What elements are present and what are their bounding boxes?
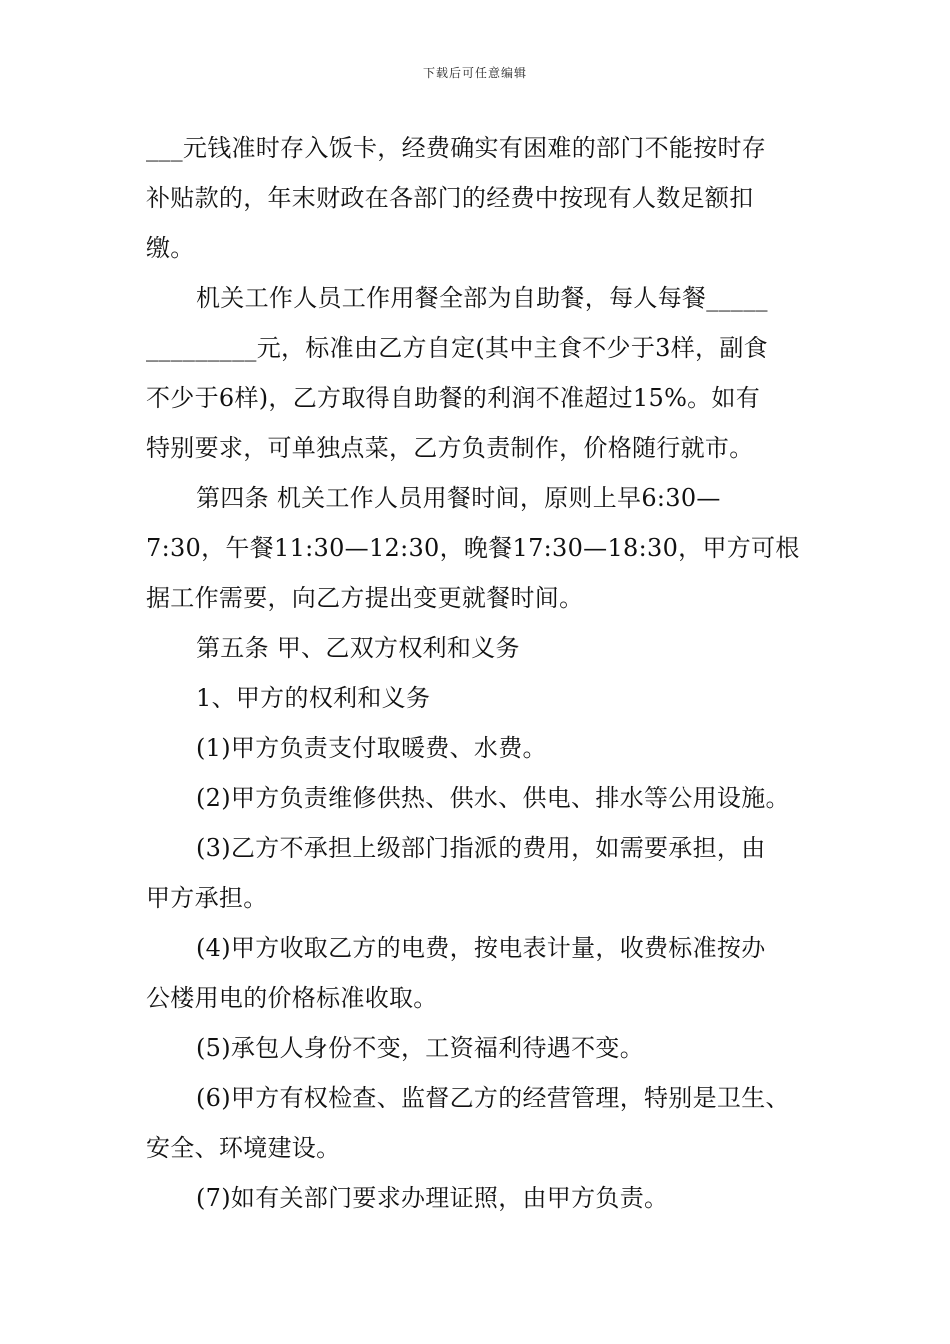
text-line: 据工作需要，向乙方提出变更就餐时间。 [146,584,584,612]
text-line: _________元，标准由乙方自定(其中主食不少于3样，副食 [146,334,768,362]
list-item: (7)如有关部门要求办理证照，由甲方负责。 [196,1184,669,1212]
text-line: 7:30，午餐11:30—12:30，晚餐17:30—18:30，甲方可根 [146,534,800,562]
text-line: 补贴款的，年末财政在各部门的经费中按现有人数足额扣 [146,184,754,212]
text-line: 缴。 [146,234,195,262]
document-body [146,123,810,1223]
page-header: 下载后可任意编辑 [422,66,527,80]
article-four: 第四条 机关工作人员用餐时间，原则上早6:30— [196,484,721,512]
list-item: (6)甲方有权检查、监督乙方的经营管理，特别是卫生、 [196,1084,790,1112]
list-item: (4)甲方收取乙方的电费，按电表计量，收费标准按办 [196,934,766,962]
text-line: 不少于6样)，乙方取得自助餐的利润不准超过15%。如有 [146,384,761,412]
article-five: 第五条 甲、乙双方权利和义务 [196,634,520,662]
text-line: 公楼用电的价格标准收取。 [146,984,438,1012]
list-item: (5)承包人身份不变，工资福利待遇不变。 [196,1034,644,1062]
text-line: ___元钱准时存入饭卡，经费确实有困难的部门不能按时存 [146,134,767,162]
paragraph-start: 机关工作人员工作用餐全部为自助餐，每人每餐_____ [196,284,768,312]
list-item: (3)乙方不承担上级部门指派的费用，如需要承担，由 [196,834,766,862]
list-item: (1)甲方负责支付取暖费、水费。 [196,734,547,762]
section-heading: 1、甲方的权利和义务 [196,684,431,712]
text-line: 甲方承担。 [146,884,268,912]
list-item: (2)甲方负责维修供热、供水、供电、排水等公用设施。 [196,784,790,812]
text-line: 特别要求，可单独点菜，乙方负责制作，价格随行就市。 [146,434,754,462]
text-line: 安全、环境建设。 [146,1134,341,1162]
